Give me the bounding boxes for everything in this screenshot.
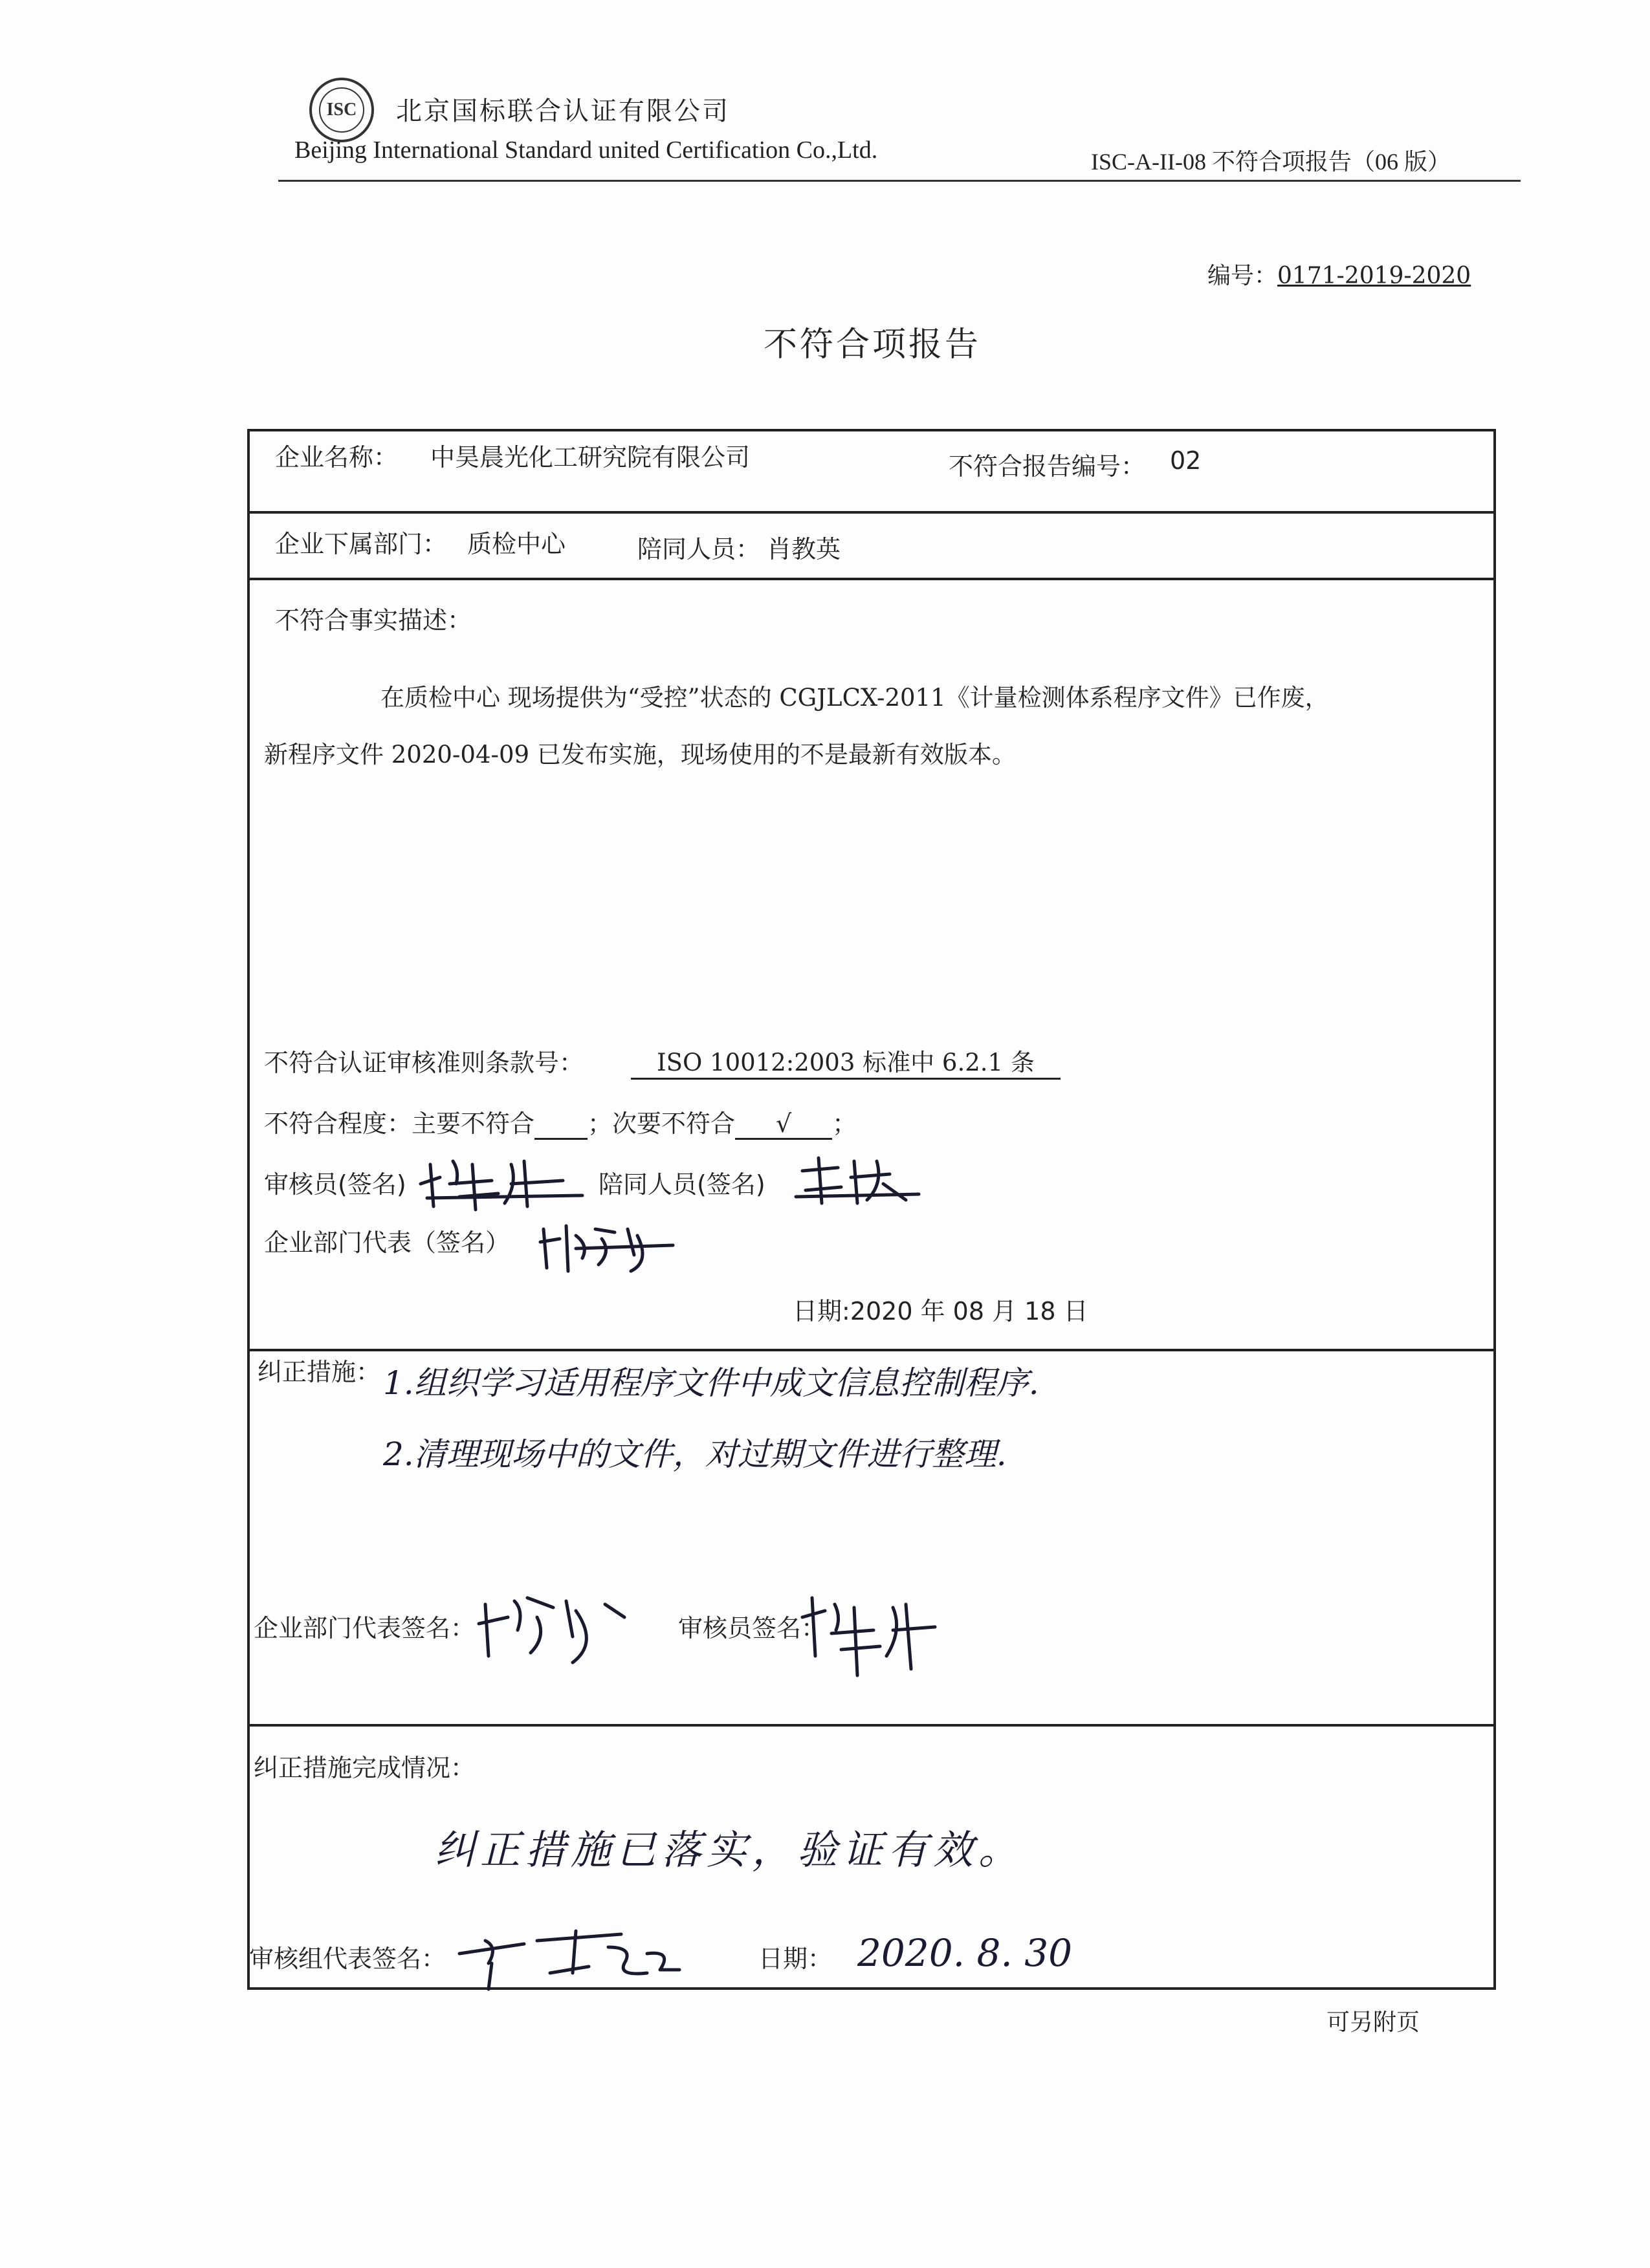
clause-value xyxy=(631,1043,1061,1080)
serial-value: 0171-2019-2020 xyxy=(1277,263,1471,289)
facts-line-2: 新程序文件 2020-04-09 已发布实施，现场使用的不是最新有效版本。 xyxy=(264,741,1016,769)
minor-label: 次要不符合 xyxy=(612,1109,736,1138)
row-divider xyxy=(247,1349,1496,1351)
degree-line xyxy=(264,1104,857,1140)
company-name-en: Beijing International Standard united Certification Co.,Ltd. xyxy=(294,136,878,164)
auditor-sig-label: 审核员(签名) xyxy=(264,1170,406,1199)
accompany-value: 肖教英 xyxy=(767,535,841,563)
clause-value-text: ISO 10012:2003 标准中 6.2.1 条 xyxy=(631,1043,1061,1080)
degree-label: 不符合程度： xyxy=(264,1109,412,1138)
report-no-value: 02 xyxy=(1170,446,1202,475)
report-no-label: 不符合报告编号： xyxy=(949,452,1146,481)
auditor-signature xyxy=(414,1145,589,1216)
serial-number xyxy=(1207,257,1471,290)
dept-rep-sig-label: 企业部门代表（签名） xyxy=(264,1228,511,1257)
completion-date-value: 2020. 8. 30 xyxy=(857,1931,1073,1975)
corrective-line-2: 2.清理现场中的文件，对过期文件进行整理. xyxy=(383,1435,1007,1473)
isc-logo xyxy=(309,78,374,142)
document-title: 不符合项报告 xyxy=(764,325,982,364)
facts-date: 日期:2020 年 08 月 18 日 xyxy=(793,1297,1088,1325)
footer-note: 可另附页 xyxy=(1326,2009,1420,2036)
completion-label: 纠正措施完成情况： xyxy=(254,1754,476,1782)
accompany-sig-label: 陪同人员(签名) xyxy=(599,1170,765,1199)
separator: ； xyxy=(832,1109,857,1138)
company-label: 企业名称： xyxy=(275,443,399,472)
completion-note: 纠正措施已落实，验证有效。 xyxy=(435,1826,1024,1873)
major-label: 主要不符合 xyxy=(412,1109,535,1138)
separator: ； xyxy=(588,1109,613,1138)
serial-label: 编号： xyxy=(1207,263,1278,289)
corrective-dept-rep-label: 企业部门代表签名： xyxy=(254,1614,476,1642)
dept-label: 企业下属部门： xyxy=(275,530,448,558)
clause-label: 不符合认证审核准则条款号： xyxy=(264,1049,584,1077)
accompany-label: 陪同人员： xyxy=(637,535,761,563)
minor-checkmark: √ xyxy=(735,1109,832,1140)
dept-rep-signature xyxy=(537,1210,679,1281)
header-rule xyxy=(278,180,1521,182)
corrective-auditor-signature xyxy=(796,1585,945,1682)
corrective-dept-rep-signature xyxy=(476,1578,650,1669)
form-code: ISC-A-II-08 不符合项报告（06 版） xyxy=(1091,149,1451,175)
row-divider xyxy=(247,1724,1496,1727)
team-rep-signature xyxy=(453,1915,686,1999)
major-blank xyxy=(534,1109,588,1140)
dept-value: 质检中心 xyxy=(467,530,566,558)
facts-line-1: 在质检中心 现场提供为“受控”状态的 CGJLCX-2011《计量检测体系程序文件》已作废， xyxy=(380,684,1329,712)
accompany-signature xyxy=(793,1145,922,1210)
facts-label: 不符合事实描述： xyxy=(275,606,472,635)
team-rep-sig-label: 审核组代表签名： xyxy=(249,1945,446,1973)
completion-date-label: 日期： xyxy=(758,1945,833,1973)
company-name-cn: 北京国标联合认证有限公司 xyxy=(396,96,730,126)
row-divider xyxy=(247,511,1496,514)
corrective-label: 纠正措施： xyxy=(258,1358,381,1386)
row-divider xyxy=(247,578,1496,580)
logo-text: ISC xyxy=(326,100,357,120)
company-value: 中昊晨光化工研究院有限公司 xyxy=(430,443,751,472)
corrective-auditor-label: 审核员签名： xyxy=(678,1614,826,1642)
corrective-line-1: 1.组织学习适用程序文件中成文信息控制程序. xyxy=(383,1364,1039,1402)
